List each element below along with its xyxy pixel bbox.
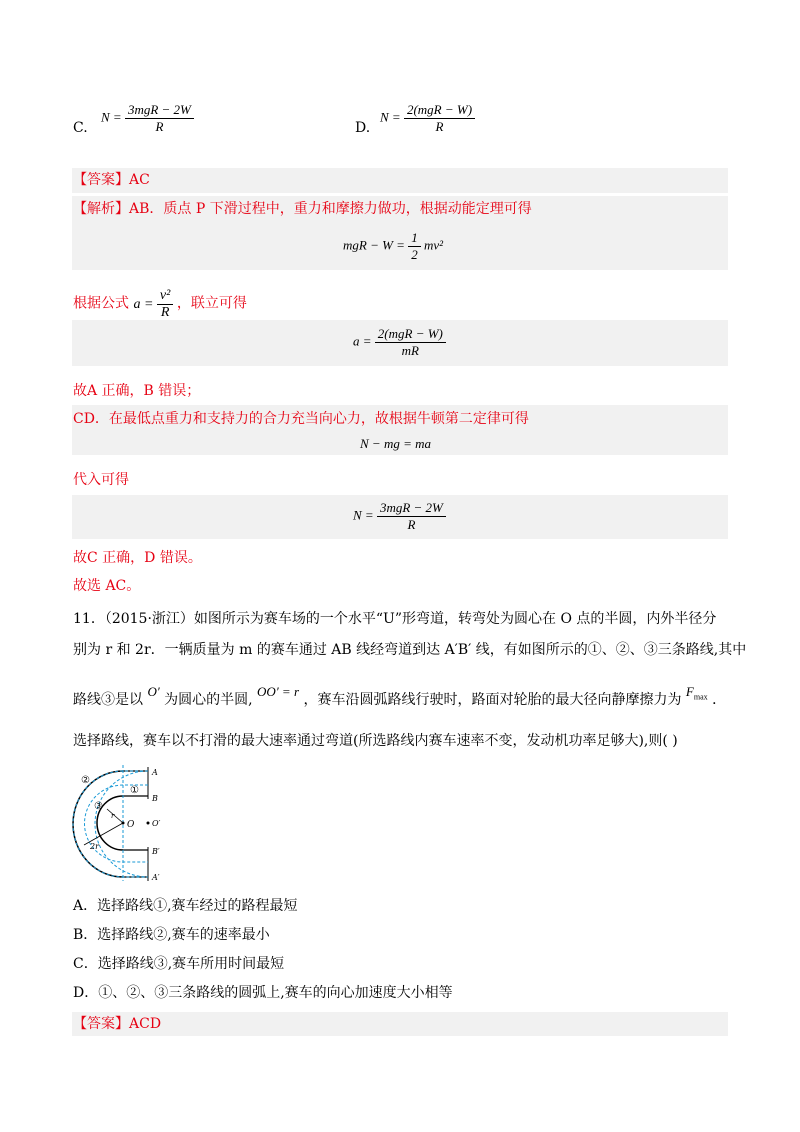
option-c-label: C.: [73, 120, 88, 136]
conclusion-2: 故C 正确，D 错误。: [73, 550, 202, 566]
equation-acceleration: a = $\frac{\text{2(mgR − W)}}{mR}$: [353, 326, 446, 359]
substitute-line: 代入可得: [73, 472, 129, 488]
final-choice: 故选 AC。: [73, 578, 141, 594]
svg-text:r: r: [111, 812, 115, 820]
equation-normal-force: N = $\frac{\text{3mgR − 2W}}{R}$: [353, 500, 446, 533]
svg-text:B: B: [152, 794, 158, 803]
u-track-diagram: [70, 763, 180, 883]
svg-text:B′: B′: [152, 847, 160, 856]
outer-boundary: [73, 771, 123, 877]
q11-option-c: C．选择路线③,赛车所用时间最短: [73, 956, 285, 972]
option-d-label: D.: [355, 120, 371, 136]
svg-text:①: ①: [130, 785, 139, 796]
equation-energy: mgR − W = $\frac{1}{2}$ mv²: [343, 230, 444, 262]
svg-text:A: A: [152, 768, 158, 777]
equation-newton: N − mg = ma: [360, 436, 431, 451]
q11-line3: 路线③是以 O′ 为圆心的半圆, OO′ = r ，赛车沿圆弧路线行驶时，路面对轮胎的最大径向静摩擦力为 $F_{max}$ ．: [73, 684, 727, 708]
svg-text:O: O: [127, 820, 135, 830]
q11-option-a: A．选择路线①,赛车经过的路程最短: [73, 898, 298, 914]
answer-box-2: [72, 1012, 728, 1036]
option-c-formula: N = $\frac{\text{3mgR − 2W}}{R}$: [101, 102, 194, 135]
answer-box: [72, 168, 728, 193]
svg-text:A′: A′: [152, 873, 160, 882]
answer-line-2: 【答案】ACD: [73, 1016, 162, 1032]
answer-line: 【答案】AC: [73, 172, 150, 188]
svg-text:O′: O′: [152, 819, 161, 828]
q11-option-d: D．①、②、③三条路线的圆弧上,赛车的向心加速度大小相等: [73, 985, 453, 1001]
svg-text:②: ②: [81, 775, 90, 786]
q11-line4: 选择路线，赛车以不打滑的最大速率通过弯道(所选路线内赛车速率不变，发动机功率足够大),则( ): [73, 733, 678, 749]
q11-line1: 11．（2015·浙江）如图所示为赛车场的一个水平“U”形弯道，转弯处为圆心在 O 点的半圆，内外半径分: [73, 611, 717, 627]
analysis-line-cd: CD．在最低点重力和支持力的合力充当向心力，故根据牛顿第二定律可得: [73, 411, 529, 427]
q11-line2: 别为 r 和 2r．一辆质量为 m 的赛车通过 AB 线经弯道到达 A′B′ 线，有如图所示的①、②、③三条路线,其中: [73, 642, 747, 658]
option-d-formula: N = $\frac{\text{2(mgR − W)}}{R}$: [380, 102, 475, 135]
q11-option-b: B．选择路线②,赛车的速率最小: [73, 927, 270, 943]
svg-text:③: ③: [94, 801, 103, 812]
analysis-line1: 【解析】AB．质点 P 下滑过程中，重力和摩擦力做功，根据动能定理可得: [73, 201, 532, 217]
conclusion-1: 故A 正确，B 错误；: [73, 383, 201, 399]
svg-text:2r: 2r: [90, 842, 99, 851]
formula-line: 根据公式 a = $\frac{\text{v²}}{R}$ ，联立可得: [73, 288, 247, 320]
